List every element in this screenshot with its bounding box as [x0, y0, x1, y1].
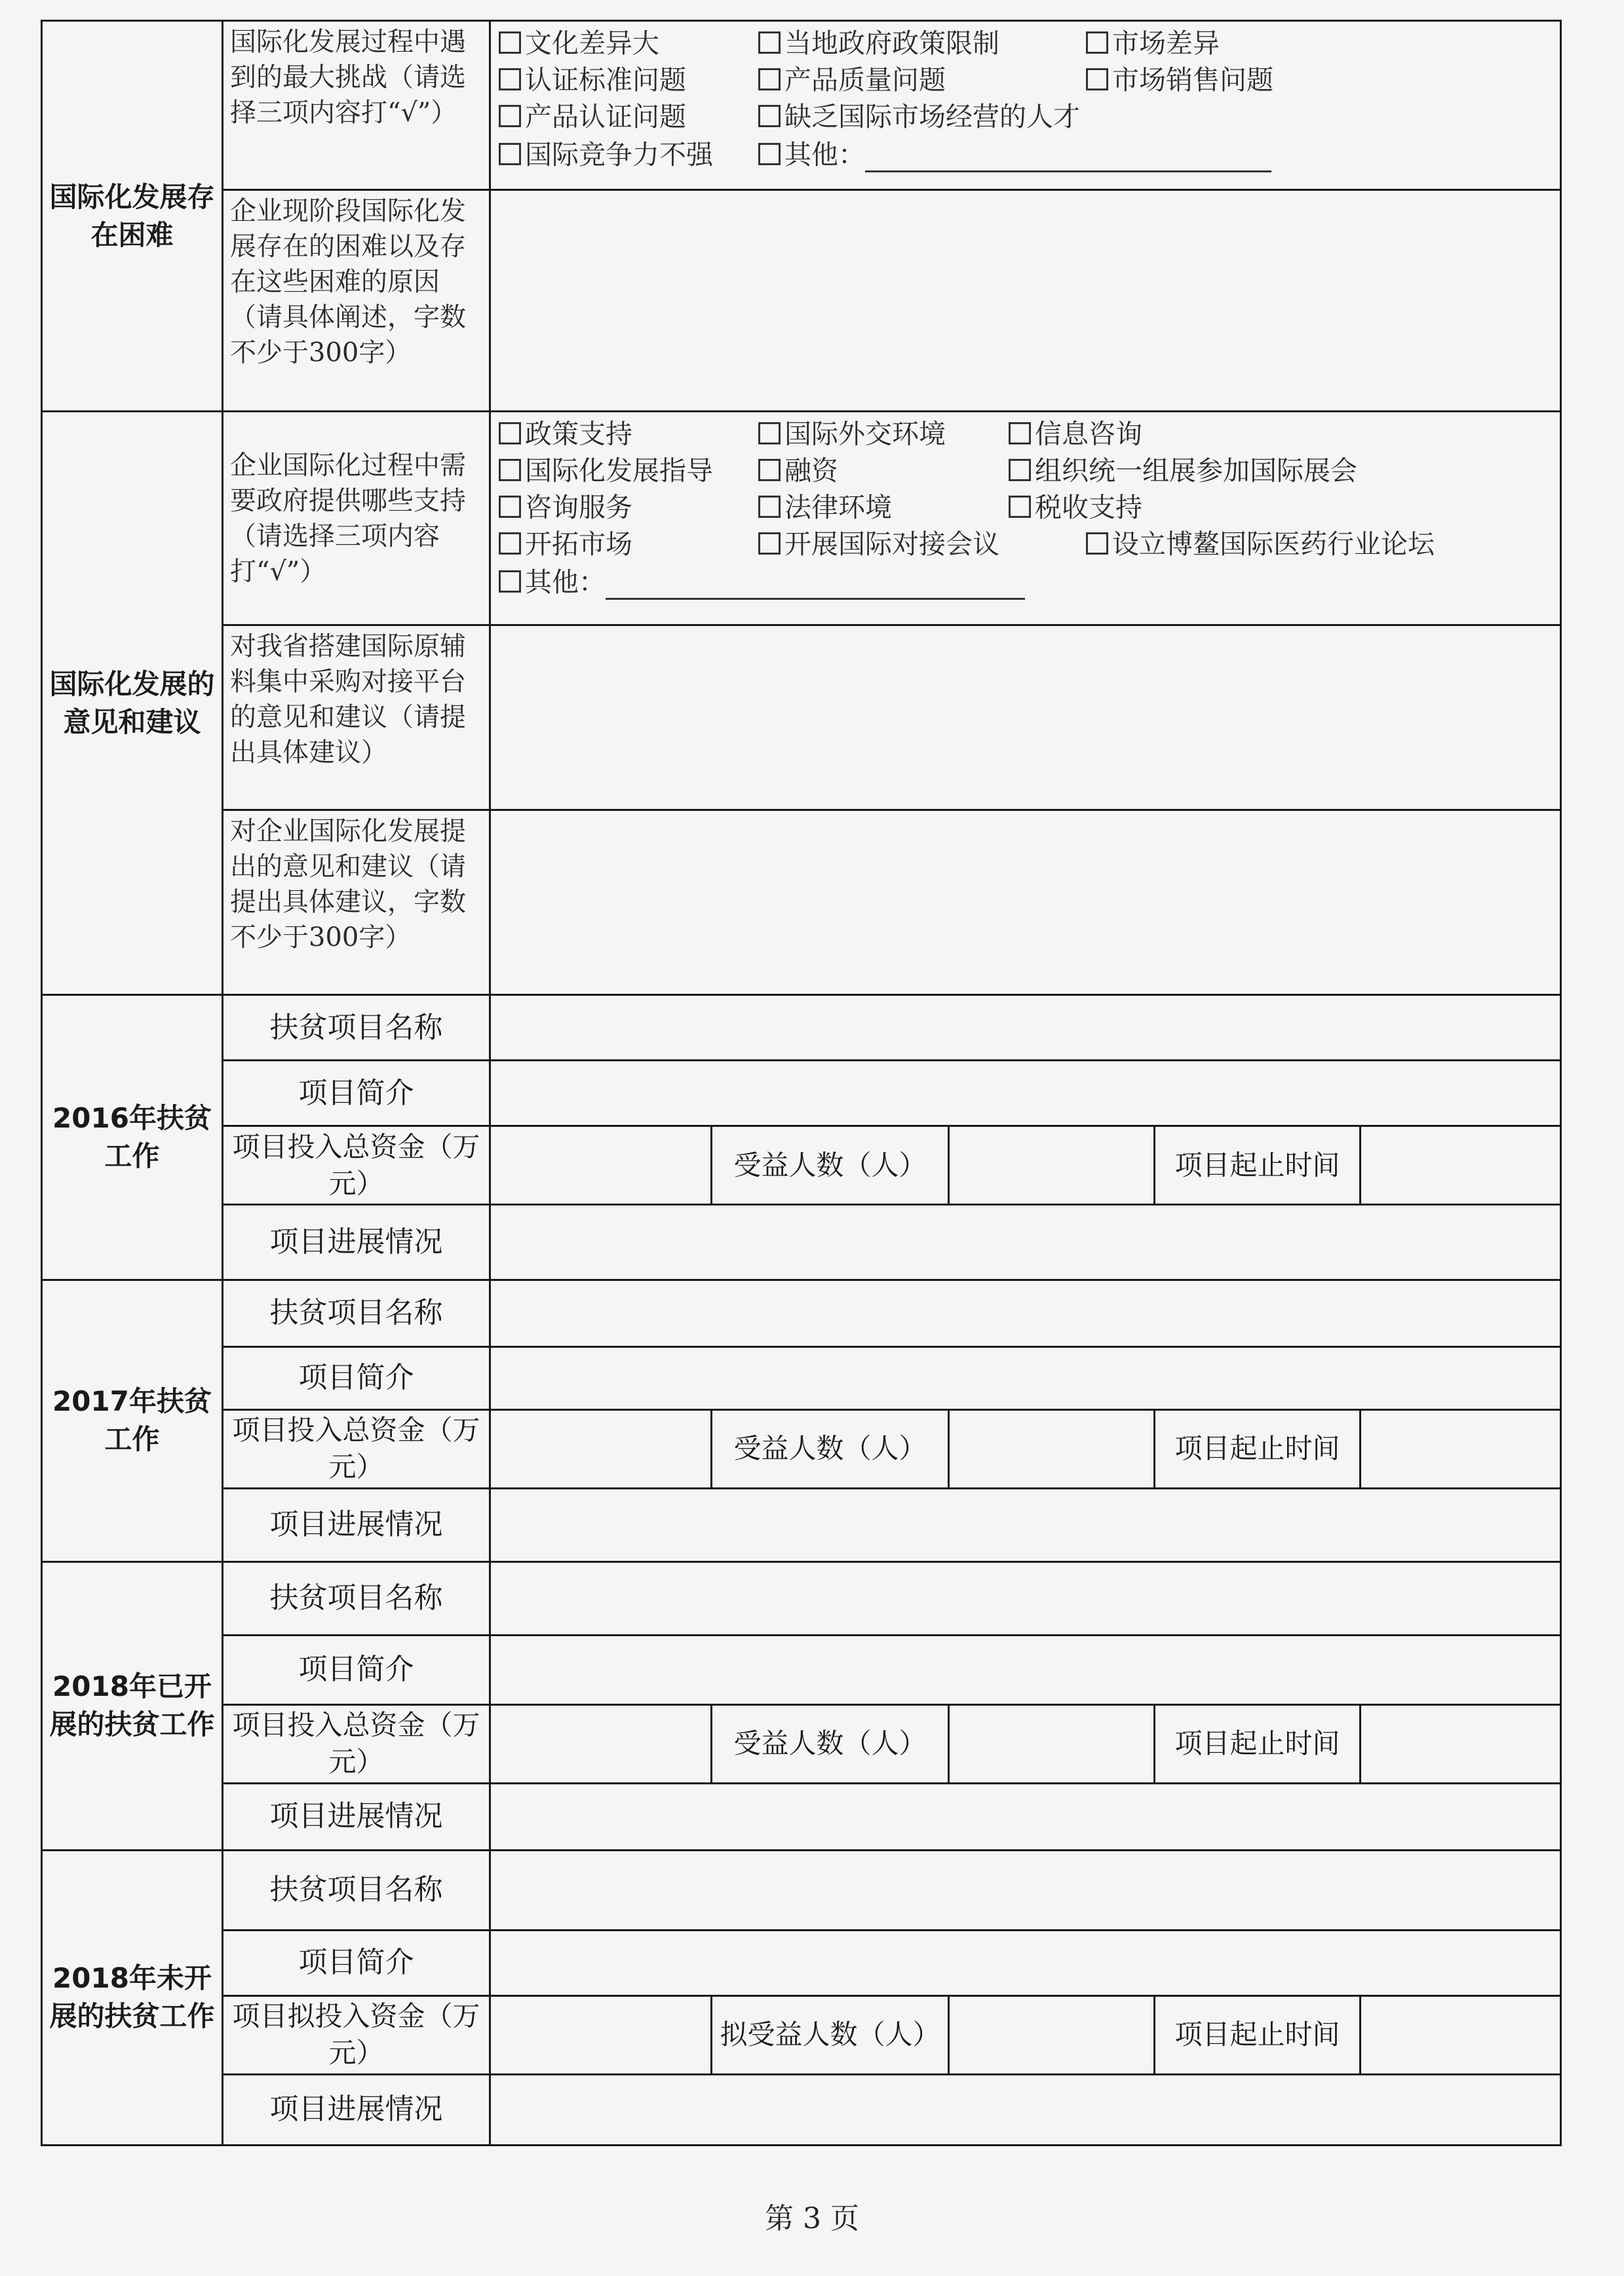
option-checkbox[interactable]: 开拓市场: [499, 526, 632, 562]
checkbox-icon: [1009, 496, 1031, 518]
label-project-fund: 项目拟投入资金（万元）: [223, 1995, 490, 2074]
field-project-period[interactable]: [1361, 1126, 1561, 1205]
checkbox-icon: [758, 31, 781, 54]
label-project-fund: 项目投入总资金（万元）: [223, 1409, 490, 1488]
label-beneficiaries: 受益人数（人）: [712, 1704, 949, 1783]
label-project-fund: 项目投入总资金（万元）: [223, 1704, 490, 1783]
option-checkbox[interactable]: 国际竞争力不强: [499, 137, 713, 172]
label-project-period: 项目起止时间: [1155, 1995, 1361, 2074]
field-project-name[interactable]: [490, 1561, 1561, 1635]
label-project-name: 扶贫项目名称: [223, 1280, 490, 1346]
checkbox-icon: [1086, 31, 1108, 54]
answer-current-difficulties[interactable]: [490, 190, 1561, 412]
checkbox-icon: [1009, 422, 1031, 444]
field-project-intro[interactable]: [490, 1061, 1561, 1126]
checkbox-icon: [1086, 532, 1108, 555]
label-project-progress: 项目进展情况: [223, 1783, 490, 1850]
label-project-period: 项目起止时间: [1155, 1409, 1361, 1488]
checkbox-icon: [499, 31, 521, 54]
field-beneficiaries[interactable]: [949, 1126, 1155, 1205]
section-difficulties: 国际化发展存在困难: [42, 21, 223, 412]
option-checkbox[interactable]: 设立博鳌国际医药行业论坛: [1086, 526, 1435, 562]
field-project-progress[interactable]: [490, 1783, 1561, 1850]
question-enterprise-suggestions: 对企业国际化发展提出的意见和建议（请提出具体建议，字数不少于300字）: [223, 810, 490, 995]
answer-procurement-platform[interactable]: [490, 625, 1561, 810]
label-beneficiaries: 拟受益人数（人）: [712, 1995, 949, 2074]
option-checkbox[interactable]: 法律环境: [758, 490, 892, 525]
checkbox-icon: [499, 570, 521, 593]
section-poverty-2017: 2017年扶贫工作: [42, 1280, 223, 1561]
checkbox-icon: [758, 459, 781, 481]
option-checkbox[interactable]: 国际外交环境: [758, 416, 946, 452]
option-checkbox[interactable]: 其他：: [499, 564, 1025, 600]
label-project-progress: 项目进展情况: [223, 2074, 490, 2145]
field-project-period[interactable]: [1361, 1995, 1561, 2074]
label-project-fund: 项目投入总资金（万元）: [223, 1126, 490, 1205]
field-project-name[interactable]: [490, 1280, 1561, 1346]
section-suggestions: 国际化发展的意见和建议: [42, 412, 223, 995]
option-checkbox[interactable]: 组织统一组展参加国际展会: [1009, 453, 1357, 488]
field-project-fund[interactable]: [490, 1126, 712, 1205]
field-beneficiaries[interactable]: [949, 1704, 1155, 1783]
option-checkbox[interactable]: 产品认证问题: [499, 99, 686, 134]
page-number: 第 3 页: [765, 2202, 859, 2235]
label-project-name: 扶贫项目名称: [223, 995, 490, 1061]
field-project-progress[interactable]: [490, 2074, 1561, 2145]
field-beneficiaries[interactable]: [949, 1409, 1155, 1488]
field-project-fund[interactable]: [490, 1995, 712, 2074]
answer-enterprise-suggestions[interactable]: [490, 810, 1561, 995]
checkbox-icon: [499, 105, 521, 127]
label-project-intro: 项目简介: [223, 1346, 490, 1409]
checkbox-icon: [499, 68, 521, 90]
question-biggest-challenge: 国际化发展过程中遇到的最大挑战（请选择三项内容打“√”）: [223, 21, 490, 190]
option-checkbox[interactable]: 市场差异: [1086, 26, 1220, 61]
other-blank-line[interactable]: [865, 142, 1271, 172]
option-checkbox[interactable]: 文化差异大: [499, 26, 659, 61]
field-project-period[interactable]: [1361, 1704, 1561, 1783]
option-checkbox[interactable]: 当地政府政策限制: [758, 26, 999, 61]
checkbox-icon: [758, 496, 781, 518]
question-current-difficulties: 企业现阶段国际化发展存在的困难以及存在这些困难的原因（请具体阐述，字数不少于300字）: [223, 190, 490, 412]
option-checkbox[interactable]: 认证标准问题: [499, 62, 686, 98]
checkbox-icon: [758, 68, 781, 90]
field-project-progress[interactable]: [490, 1205, 1561, 1280]
field-project-name[interactable]: [490, 995, 1561, 1061]
section-poverty-2018-planned: 2018年未开展的扶贫工作: [42, 1850, 223, 2145]
label-project-progress: 项目进展情况: [223, 1488, 490, 1561]
option-checkbox[interactable]: 融资: [758, 453, 838, 488]
label-project-intro: 项目简介: [223, 1635, 490, 1704]
checkbox-icon: [499, 143, 521, 165]
option-checkbox[interactable]: 缺乏国际市场经营的人才: [758, 99, 1080, 134]
support-options: [490, 412, 1561, 625]
label-project-period: 项目起止时间: [1155, 1704, 1361, 1783]
option-checkbox[interactable]: 信息咨询: [1009, 416, 1142, 452]
label-beneficiaries: 受益人数（人）: [712, 1126, 949, 1205]
checkbox-icon: [499, 532, 521, 555]
checkbox-icon: [1086, 68, 1108, 90]
checkbox-icon: [499, 459, 521, 481]
field-project-intro[interactable]: [490, 1635, 1561, 1704]
option-checkbox[interactable]: 税收支持: [1009, 490, 1142, 525]
option-checkbox[interactable]: 市场销售问题: [1086, 62, 1273, 98]
label-beneficiaries: 受益人数（人）: [712, 1409, 949, 1488]
checkbox-icon: [758, 532, 781, 555]
checkbox-icon: [758, 143, 781, 165]
survey-form: [41, 20, 1560, 2146]
field-project-period[interactable]: [1361, 1409, 1561, 1488]
field-project-intro[interactable]: [490, 1346, 1561, 1409]
field-beneficiaries[interactable]: [949, 1995, 1155, 2074]
section-poverty-2018-started: 2018年已开展的扶贫工作: [42, 1561, 223, 1850]
section-poverty-2016: 2016年扶贫工作: [42, 995, 223, 1280]
checkbox-icon: [499, 496, 521, 518]
checkbox-icon: [758, 422, 781, 444]
field-project-fund[interactable]: [490, 1704, 712, 1783]
option-checkbox[interactable]: 开展国际对接会议: [758, 526, 999, 562]
label-project-period: 项目起止时间: [1155, 1126, 1361, 1205]
label-project-name: 扶贫项目名称: [223, 1850, 490, 1930]
field-project-name[interactable]: [490, 1850, 1561, 1930]
checkbox-icon: [499, 422, 521, 444]
label-project-intro: 项目简介: [223, 1061, 490, 1126]
checkbox-icon: [758, 105, 781, 127]
option-checkbox[interactable]: 其他：: [758, 137, 1271, 172]
label-project-progress: 项目进展情况: [223, 1205, 490, 1280]
form-table: [41, 20, 1562, 2146]
label-project-intro: 项目简介: [223, 1930, 490, 1995]
other-blank-line[interactable]: [606, 569, 1025, 600]
field-project-intro[interactable]: [490, 1930, 1561, 1995]
challenge-options: [490, 21, 1561, 190]
field-project-progress[interactable]: [490, 1488, 1561, 1561]
label-project-name: 扶贫项目名称: [223, 1561, 490, 1635]
question-procurement-platform: 对我省搭建国际原辅料集中采购对接平台的意见和建议（请提出具体建议）: [223, 625, 490, 810]
option-checkbox[interactable]: 政策支持: [499, 416, 632, 452]
option-checkbox[interactable]: 国际化发展指导: [499, 453, 713, 488]
question-government-support: 企业国际化过程中需要政府提供哪些支持（请选择三项内容打“√”）: [223, 412, 490, 625]
field-project-fund[interactable]: [490, 1409, 712, 1488]
option-checkbox[interactable]: 咨询服务: [499, 490, 632, 525]
option-checkbox[interactable]: 产品质量问题: [758, 62, 946, 98]
checkbox-icon: [1009, 459, 1031, 481]
